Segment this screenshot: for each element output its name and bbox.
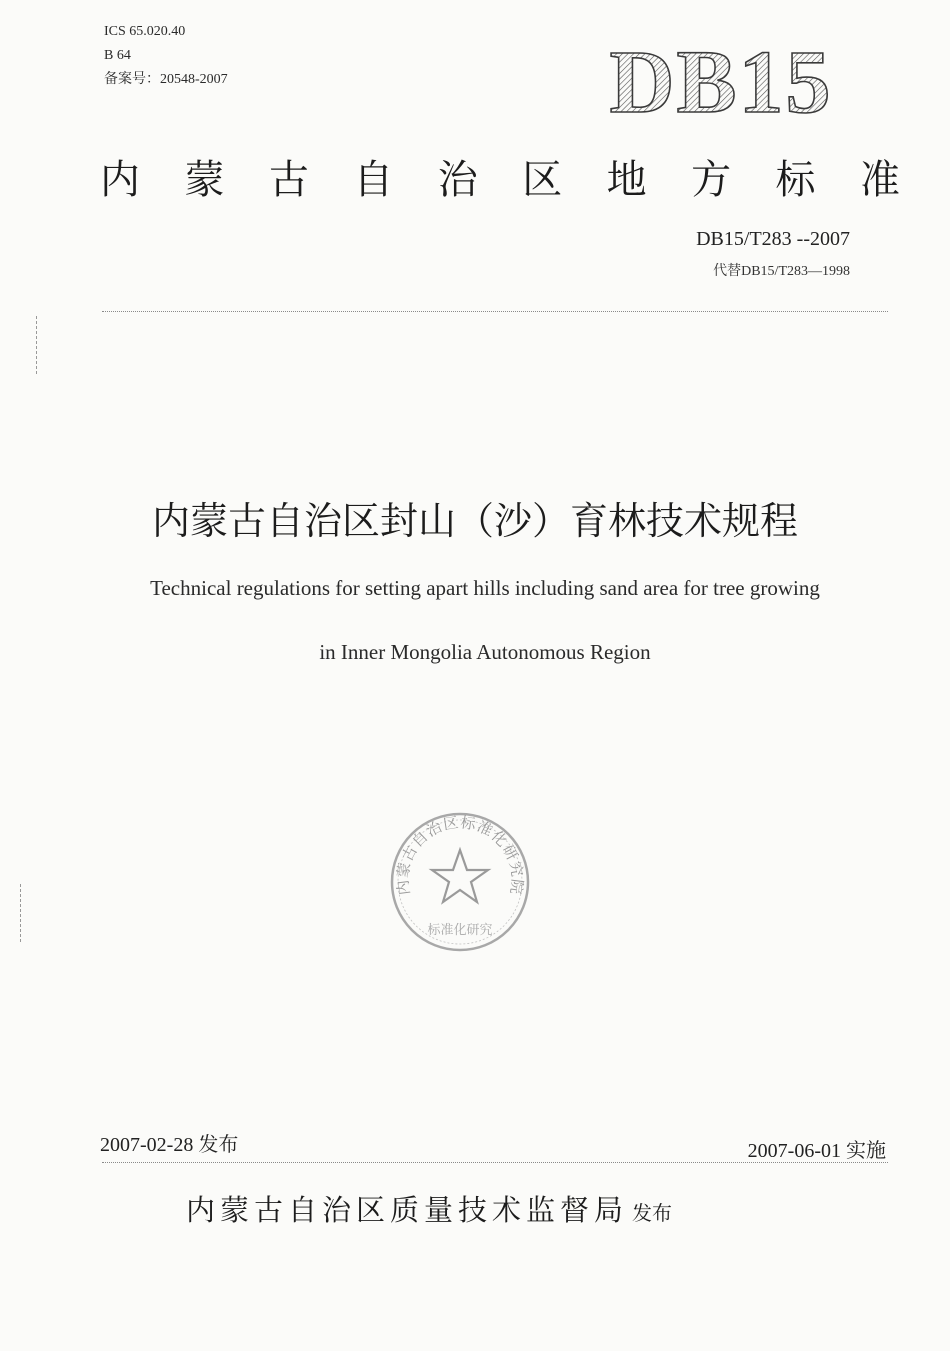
- issuer-organization: 内蒙古自治区质量技术监督局: [186, 1193, 629, 1227]
- document-title-cn: 内蒙古自治区封山（沙）育林技术规程: [151, 499, 798, 543]
- issuer-line: [186, 1188, 672, 1229]
- standard-type-char: 标: [775, 157, 816, 203]
- svg-text:内蒙古自治区标准化研究院: [394, 813, 527, 896]
- logo-text: DB15: [609, 40, 833, 120]
- seal-bottom-text: 标准化研究: [427, 923, 493, 938]
- ccs-code: B 64: [104, 48, 131, 63]
- seal-ring-text: 内蒙古自治区标准化研究院: [393, 813, 527, 897]
- document-title-en-line2: in Inner Mongolia Autonomous Region: [319, 640, 651, 664]
- bottom-divider: [102, 1162, 888, 1163]
- standard-type-char: 古: [268, 157, 309, 203]
- star-icon: [432, 850, 488, 902]
- margin-mark-upper: [36, 316, 37, 374]
- ics-code: ICS 65.020.40: [104, 24, 186, 39]
- standard-type-char: 治: [437, 157, 478, 203]
- classification-block: [104, 20, 228, 92]
- standard-number: DB15/T283 --2007: [696, 228, 850, 250]
- official-seal: [388, 810, 532, 954]
- document-title-en-line1: Technical regulations for setting apart hills including sand area for tree growing: [150, 576, 820, 600]
- standard-type-char: 蒙: [184, 157, 225, 203]
- standard-type-char: 内: [100, 157, 140, 203]
- standard-type-char: 准: [859, 157, 900, 203]
- standard-type-char: 地: [606, 157, 647, 203]
- implementation-date: 2007-06-01 实施: [747, 1140, 886, 1162]
- issuer-suffix: 发布: [632, 1201, 673, 1225]
- replaces-standard: 代替DB15/T283—1998: [713, 264, 850, 279]
- margin-mark-lower: [20, 884, 21, 942]
- standard-type-char: 区: [522, 157, 563, 203]
- record-number: 备案号：20548-2007: [104, 72, 228, 87]
- standard-type-heading: [100, 150, 900, 210]
- top-divider: [102, 311, 888, 312]
- issue-date: 2007-02-28 发布: [100, 1134, 239, 1156]
- standard-type-char: 自: [353, 157, 394, 203]
- db15-logo: [596, 40, 846, 120]
- standard-type-char: 方: [691, 157, 732, 203]
